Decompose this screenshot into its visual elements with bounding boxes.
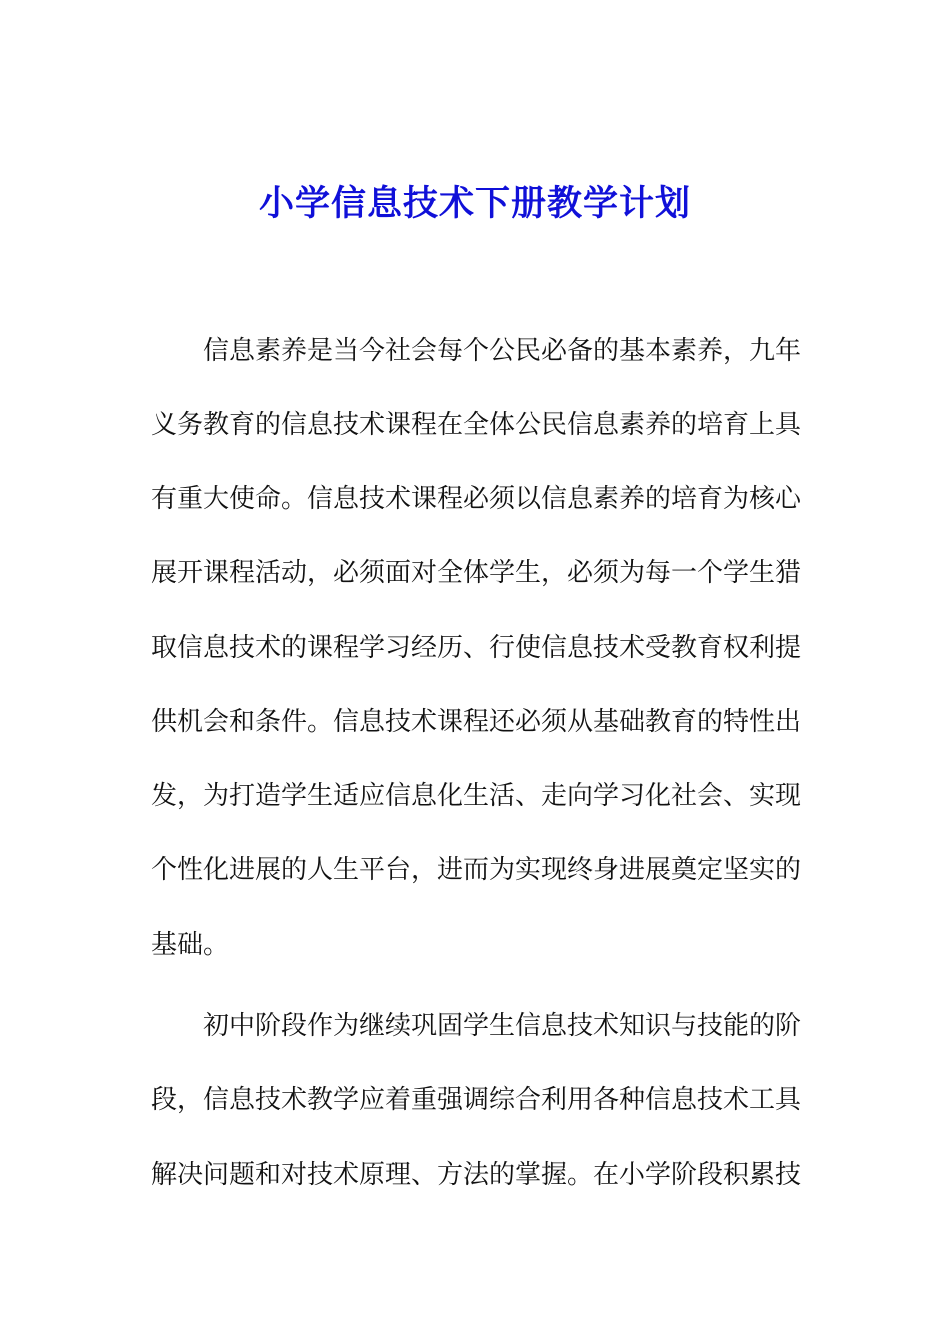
paragraph-1-line-8: 个性化进展的人生平台，进而为实现终身进展奠定坚实的 bbox=[151, 855, 802, 885]
paragraph-1-line-1: 信息素养是当今社会每个公民必备的基本素养，九年 bbox=[203, 336, 802, 366]
paragraph-1-line-5: 取信息技术的课程学习经历、行使信息技术受教育权利提 bbox=[151, 633, 802, 663]
paragraph-1-line-4: 展开课程活动，必须面对全体学生，必须为每一个学生猎 bbox=[151, 558, 802, 588]
paragraph-1-line-6: 供机会和条件。信息技术课程还必须从基础教育的特性出 bbox=[151, 707, 802, 737]
paragraph-2-line-2: 段，信息技术教学应着重强调综合利用各种信息技术工具 bbox=[151, 1085, 802, 1115]
paragraph-1-line-3: 有重大使命。信息技术课程必须以信息素养的培育为核心 bbox=[151, 484, 802, 514]
paragraph-2-line-1: 初中阶段作为继续巩固学生信息技术知识与技能的阶 bbox=[203, 1011, 802, 1041]
document-title: 小学信息技术下册教学计划 bbox=[258, 183, 691, 224]
paragraph-2-line-3: 解决问题和对技术原理、方法的掌握。在小学阶段积累技 bbox=[151, 1160, 802, 1190]
paragraph-1-line-7: 发，为打造学生适应信息化生活、走向学习化社会、实现 bbox=[151, 781, 802, 811]
paragraph-1-line-2: 义务教育的信息技术课程在全体公民信息素养的培育上具 bbox=[151, 410, 802, 440]
paragraph-1-line-9: 基础。 bbox=[151, 930, 230, 960]
